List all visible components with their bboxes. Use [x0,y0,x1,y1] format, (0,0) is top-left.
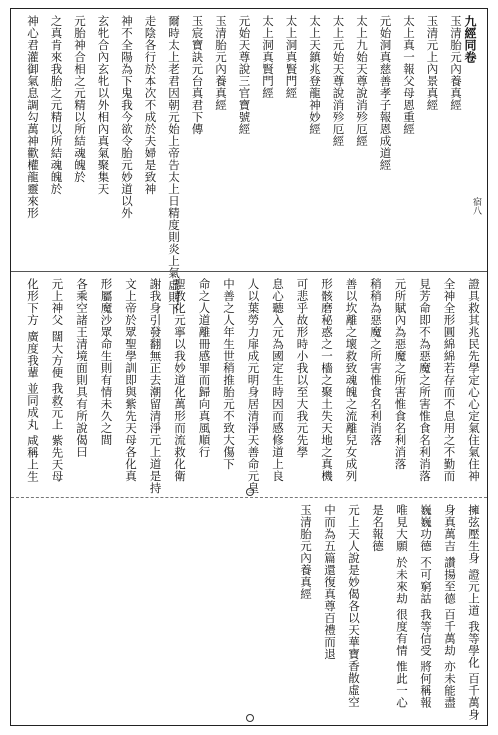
text-column: 謝我身引發翻無正去潮留清淨元上道是持 [148,278,163,494]
text-column: 命之人道離冊感罪而歸向真風順行 [197,278,212,458]
text-column: 太上洞真賢門經 [261,15,275,99]
text-column: 巍巍功德 不可窮詁 我等信受 將何稱報 [419,504,433,709]
text-column: 走陰各行於本次不成於夫婦是致神 [143,15,158,195]
text-column: 中善之人年生世稍推胎元不致大傷下 [222,278,236,470]
text-column: 玉清胎元內養真經 [449,15,463,111]
text-column: 見芳命即不為惡魔之所害惟食名利消落 [418,278,432,482]
text-column: 爾時太上老君因朝元始上帝告太上日精度則炎上氣虛則下 [167,15,181,315]
text-column: 身真萬吉 讚揚至德 百千萬劫 亦未能盡 [443,504,457,709]
text-column: 之真肯來我胎之元精以所結魂魄於 [49,15,64,195]
text-column: 玉清胎元內養真經 [299,504,313,600]
middle-columns [11,272,487,494]
text-column: 證具救其兆民先學定心心定氣住氣住神 [467,278,481,482]
text-column: 玉清元上內景真經 [425,15,440,111]
fold-mark-circle [246,714,254,722]
scripture-page [10,8,488,726]
text-column: 形骸磨秘惑之一檣之聚土失天地之真機 [320,278,334,482]
text-column: 元上神父 闊大方便 我救元上 紫先天母 [50,278,65,483]
volume-mark: 宿八 [471,197,481,215]
text-column: 太上洞真賢門經 [284,15,299,99]
text-column: 太上真一報父母恩重經 [402,15,416,135]
lower-columns [11,498,487,728]
text-column: 化形下方 廣度我輩 並同成丸 咸稱上生 [26,278,40,483]
text-column: 文上帝於眾聖學訓即與紫先天母各化真 [124,278,138,482]
text-column: 太上九始天尊說消殄厄經 [355,15,369,147]
text-column: 神心君灌御氣息調勾萬神歡權龍靈來形 [26,15,40,219]
text-column: 玉清胎元內養真經 [214,15,228,111]
text-column: 元始天尊說三官寶號經 [237,15,252,135]
text-column: 元始洞真慈善孝子報恩成道經 [378,15,393,171]
fold-mark-circle [246,488,254,496]
text-column: 神不全陽為下鬼我今欲令胎元妙道以外 [120,15,134,219]
text-column: 善以坎離之壞救致魂魄之流離兒女成列 [344,278,359,482]
text-column: 太上天鎮兆登龍神妙經 [308,15,322,135]
text-column: 中而為五篇還復真尊百禮而退 [323,504,337,660]
text-column: 元所賦內為惡魔之所害惟食名利消落 [393,278,408,470]
text-column: 稍稍為惡魔之所害惟食名利消落 [369,278,383,446]
text-column: 全神全形圓綿綿若存而不息用之不勤而 [442,278,457,482]
middle-panel [11,271,487,494]
lower-panel [11,497,487,728]
text-column: 是名報德 [371,504,385,552]
text-column: 元上天人說是妙偈各以天華寶香散虛空 [347,504,361,708]
text-column: 太上元始天尊說消殄厄經 [331,15,346,147]
text-column: 各乘空諸王清境面則具有所說偈曰 [75,278,89,458]
upper-columns [11,9,487,315]
text-column: 息心聽入元為國定生時因而感修道上良 [271,278,285,482]
text-column: 元胎神合相之元精以所結魂魄於 [73,15,87,183]
text-column: 玄牝合內玄牝以外相內真氣聚集天 [96,15,111,195]
text-column: 形屬魔沙眾命生則有情未久之間 [99,278,114,446]
text-column: 玉宸寶訣元台真君下傳 [190,15,205,135]
upper-panel [11,9,487,315]
text-column: 聖教化元寧以我妙道化萬形而流救化衛 [173,278,187,482]
scroll-title: 九經同卷 [463,15,477,63]
text-column: 可悲乎故形時小我以至大我元先學 [295,278,310,458]
text-column: 人以葉勞力扉成元明身居清淨天善命元皇 [246,278,261,494]
text-column: 唯見大願 於未來劫 很度有情 惟此一心 [395,504,409,709]
text-column: 擁弦壓生身 證元上道 我等學化 百千萬身 [467,504,481,721]
